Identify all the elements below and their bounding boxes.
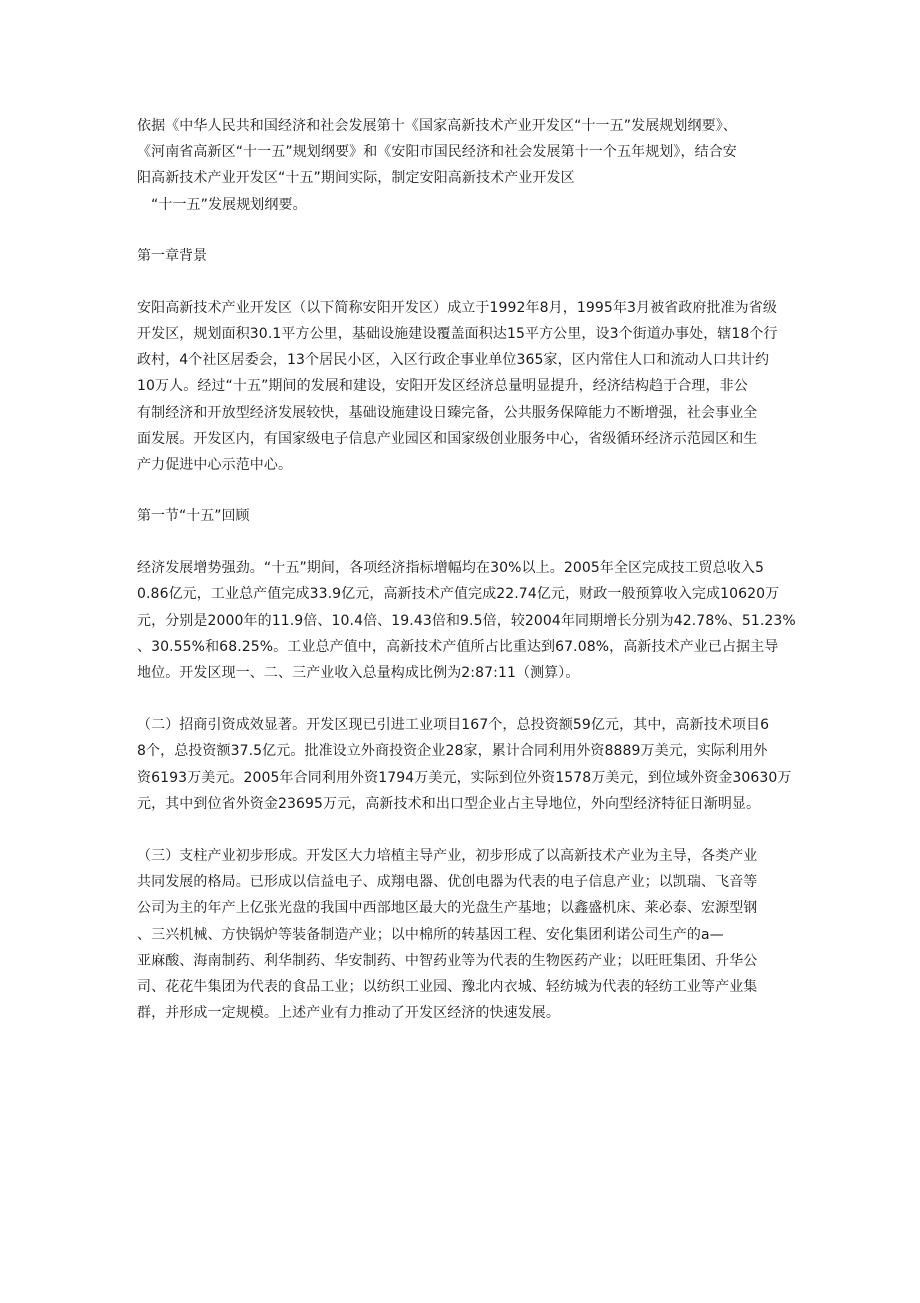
- text-line: （三）支柱产业初步形成。开发区大力培植主导产业，初步形成了以高新技术产业为主导，各类产业: [137, 848, 758, 865]
- industry-paragraph: [137, 843, 792, 1026]
- economy-paragraph: [137, 555, 796, 686]
- investment-paragraph: [137, 712, 792, 817]
- text-line: “十一五”发展规划纲要。: [151, 196, 307, 213]
- text-line: 经济发展增势强劲。“十五”期间，各项经济指标增幅均在30%以上。2005年全区完成技工贸总收入5: [137, 560, 764, 577]
- text-line: 司、花花牛集团为代表的食品工业；以纺织工业园、豫北内衣城、轻纺城为代表的轻纺工业等产业集: [137, 979, 758, 996]
- text-line: 开发区，规划面积30.1平方公里，基础设施建设覆盖面积达15平方公里，设3个街道办事处，辖18个行: [137, 326, 778, 343]
- intro-paragraph: [137, 113, 792, 218]
- text-line: 依据《中华人民共和国经济和社会发展第十《国家高新技术产业开发区“十一五”发展规划纲要》、: [137, 118, 737, 134]
- text-line: 阳高新技术产业开发区“十五”期间实际，制定安阳高新技术产业开发区: [137, 170, 575, 187]
- text-line: 公司为主的年产上亿张光盘的我国中西部地区最大的光盘生产基地；以鑫盛机床、莱必泰、宏源型钢: [137, 900, 758, 917]
- text-line: 《河南省高新区“十一五”规划纲要》和《安阳市国民经济和社会发展第十一个五年规划》，结合安: [137, 144, 737, 161]
- text-line: 政村，4个社区居委会，13个居民小区，入区行政企事业单位365家，区内常住人口和流动人口共计约: [137, 352, 770, 369]
- text-line: 亚麻酸、海南制药、利华制药、华安制药、中智药业等为代表的生物医药产业；以旺旺集团、升华公: [137, 952, 758, 969]
- text-line: 、三兴机械、方快锅炉等装备制造产业；以中棉所的转基因工程、安化集团利诺公司生产的a—: [137, 926, 724, 943]
- text-line: 元，其中到位省外资金23695万元，高新技术和出口型企业占主导地位，外向型经济特征日渐明显。: [137, 795, 761, 812]
- text-line: 0.86亿元，工业总产值完成33.9亿元，高新技术产值完成22.74亿元，财政一般预算收入完成10620万: [137, 586, 780, 603]
- text-line: 群，并形成一定规模。上述产业有力推动了开发区经济的快速发展。: [137, 1005, 560, 1022]
- text-line: （二）招商引资成效显著。开发区现已引进工业项目167个，总投资额59亿元，其中，高新技术项目6: [137, 717, 770, 734]
- text-line: 有制经济和开放型经济发展较快，基础设施建设日臻完备，公共服务保障能力不断增强，社会事业全: [137, 404, 758, 421]
- background-paragraph: [137, 295, 792, 478]
- section-title: 第一节“十五”回顾: [137, 508, 250, 525]
- chapter-title: 第一章背景: [137, 247, 207, 264]
- text-line: 8个，总投资额37.5亿元。批准设立外商投资企业28家，累计合同利用外资8889万美元，实际利用外: [137, 743, 768, 760]
- text-line: 共同发展的格局。已形成以信益电子、成翔电器、优创电器为代表的电子信息产业；以凯瑞、飞音等: [137, 874, 758, 891]
- text-line: 产力促进中心示范中心。: [137, 457, 293, 474]
- text-line: 资6193万美元。2005年合同利用外资1794万美元，实际到位外资1578万美元，到位域外资金30630万: [137, 769, 792, 786]
- text-line: 面发展。开发区内，有国家级电子信息产业园区和国家级创业服务中心，省级循环经济示范园区和生: [137, 430, 758, 447]
- document-body: [137, 113, 796, 1026]
- text-line: 地位。开发区现一、二、三产业收入总量构成比例为2:87:11（测算）。: [137, 665, 580, 682]
- text-line: 10万人。经过“十五”期间的发展和建设，安阳开发区经济总量明显提升，经济结构趋于合理，非公: [137, 378, 748, 395]
- text-line: 元，分别是2000年的11.9倍、10.4倍、19.43倍和9.5倍，较2004年同期增长分别为42.78%、51.23%: [137, 612, 796, 629]
- text-line: 安阳高新技术产业开发区（以下简称安阳开发区）成立于1992年8月，1995年3月被省政府批准为省级: [137, 299, 777, 316]
- text-line: 、30.55%和68.25%。工业总产值中，高新技术产值所占比重达到67.08%，高新技术产业已占据主导: [137, 638, 779, 655]
